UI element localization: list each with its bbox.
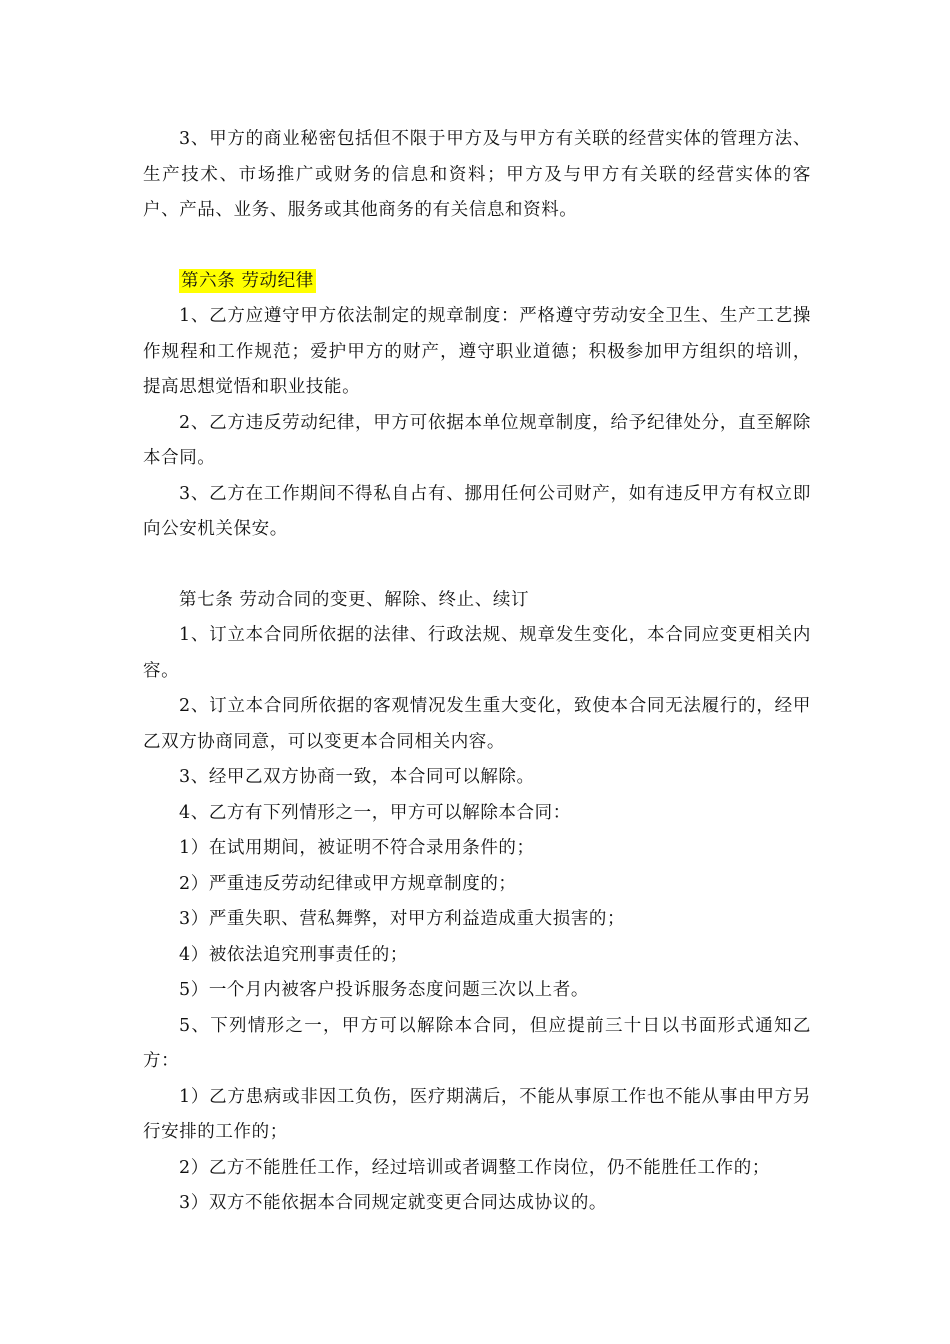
clause-7-4-item-5: 5）一个月内被客户投诉服务态度问题三次以上者。 [179, 980, 589, 1000]
article-6-title: 第六条 劳动纪律 [181, 270, 314, 291]
clause-7-5: 5、下列情形之一，甲方可以解除本合同，但应提前三十日以书面形式通知乙方： [143, 1015, 811, 1071]
clause-7-4-item-2: 2）严重违反劳动纪律或甲方规章制度的； [179, 873, 517, 894]
clause-7-4-item-3: 3）严重失职、营私舞弊，对甲方利益造成重大损害的； [179, 909, 626, 929]
document-body [143, 122, 811, 1222]
article-6-heading [143, 264, 811, 300]
article-7-title: 第七条 劳动合同的变更、解除、终止、续订 [179, 589, 530, 610]
clause-6-3: 3、乙方在工作期间不得私自占有、挪用任何公司财产，如有违反甲方有权立即向公安机关保安。 [143, 483, 811, 539]
clause-7-5-item-2: 2）乙方不能胜任工作，经过培训或者调整工作岗位，仍不能胜任工作的； [179, 1157, 770, 1178]
clause-7-1: 1、订立本合同所依据的法律、行政法规、规章发生变化，本合同应变更相关内容。 [143, 625, 811, 681]
clause-7-4-item-4: 4）被依法追究刑事责任的； [179, 944, 408, 965]
clause-7-3: 3、经甲乙双方协商一致，本合同可以解除。 [179, 767, 535, 787]
clause-5-3: 3、甲方的商业秘密包括但不限于甲方及与甲方有关联的经营实体的管理方法、生产技术、市场推广或财务的信息和资料；甲方及与甲方有关联的经营实体的客户、产品、业务、服务或其他商务的有关信息和资料。 [143, 129, 811, 220]
clause-7-4-item-1: 1）在试用期间，被证明不符合录用条件的； [179, 838, 535, 858]
section-gap [143, 229, 811, 264]
clause-7-2: 2、订立本合同所依据的客观情况发生重大变化，致使本合同无法履行的，经甲乙双方协商同意，可以变更本合同相关内容。 [143, 696, 811, 752]
section-gap [143, 548, 811, 583]
clause-7-5-item-3: 3）双方不能依据本合同规定就变更合同达成协议的。 [179, 1193, 608, 1213]
clause-6-2: 2、乙方违反劳动纪律，甲方可依据本单位规章制度，给予纪律处分，直至解除本合同。 [143, 412, 811, 468]
clause-7-5-item-1: 1）乙方患病或非因工负伤，医疗期满后，不能从事原工作也不能从事由甲方另行安排的工作的； [143, 1086, 811, 1142]
clause-7-4: 4、乙方有下列情形之一，甲方可以解除本合同： [179, 802, 571, 823]
clause-6-1: 1、乙方应遵守甲方依法制定的规章制度：严格遵守劳动安全卫生、生产工艺操作规程和工作规范；爱护甲方的财产，遵守职业道德；积极参加甲方组织的培训，提高思想觉悟和职业技能。 [143, 306, 811, 397]
